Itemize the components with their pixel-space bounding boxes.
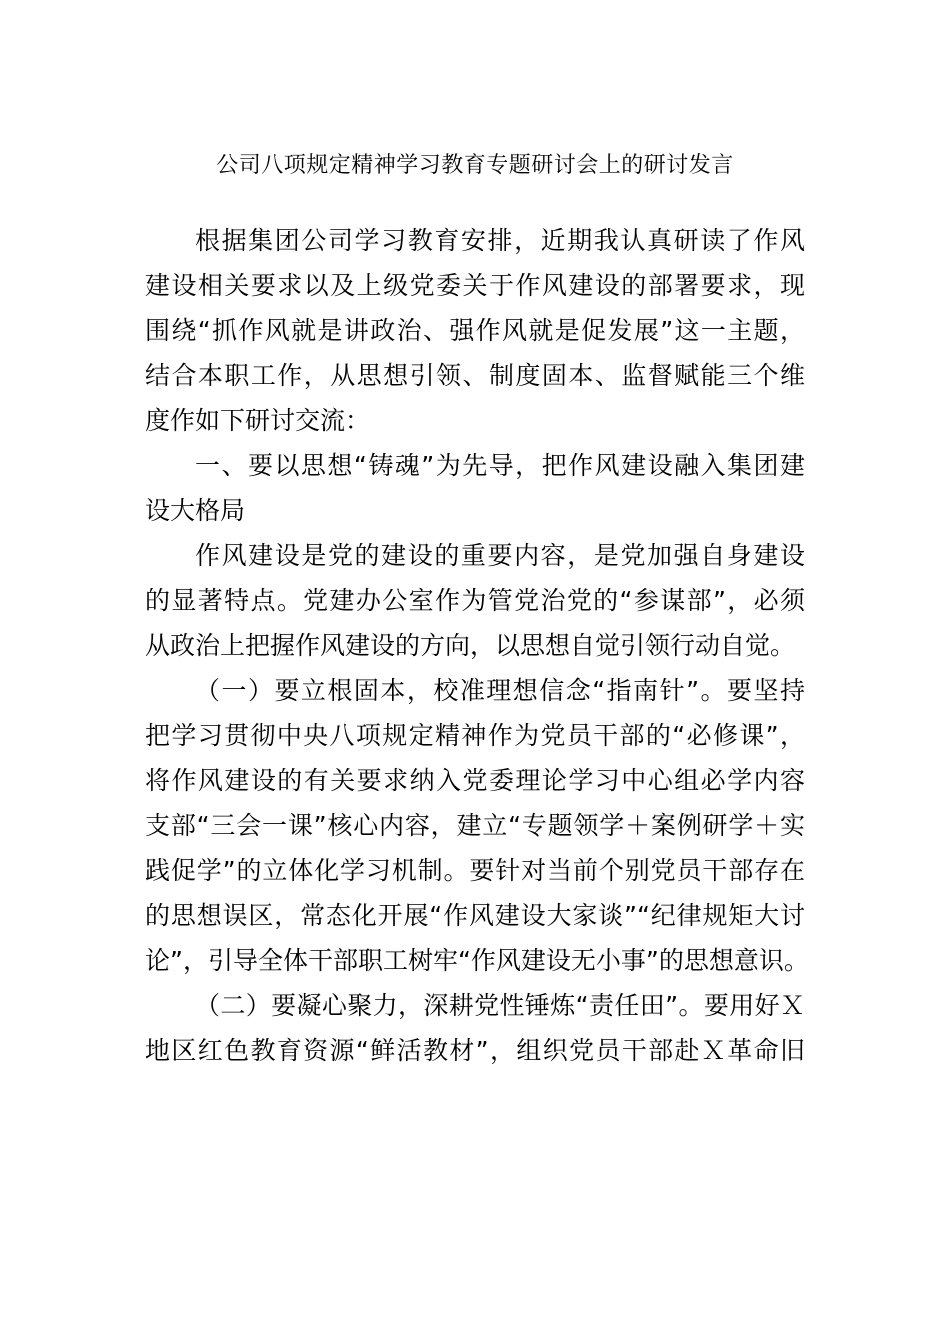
text-line: 建设相关要求以及上级党委关于作风建设的部署要求，现	[145, 271, 805, 300]
text-line: 践促学”的立体化学习机制。要针对当前个别党员干部存在	[145, 856, 805, 885]
text-line: 的思想误区，常态化开展“作风建设大家谈”“纪律规矩大讨	[145, 901, 805, 930]
document-title: 公司八项规定精神学习教育专题研讨会上的研讨发言	[216, 153, 734, 178]
text-line: 将作风建设的有关要求纳入党委理论学习中心组必学内容	[145, 766, 805, 795]
text-line: （二）要凝心聚力，深耕党性锤炼“责任田”。要用好Ｘ	[195, 991, 805, 1020]
text-line: 设大格局	[145, 496, 246, 525]
text-line: 把学习贯彻中央八项规定精神作为党员干部的“必修课”，	[145, 721, 805, 750]
document-body	[145, 218, 809, 1073]
text-line: 度作如下研讨交流：	[145, 406, 371, 435]
text-line: 地区红色教育资源“鲜活教材”，组织党员干部赴Ｘ革命旧	[145, 1036, 805, 1065]
text-line: 支部“三会一课”核心内容，建立“专题领学＋案例研学＋实	[145, 811, 805, 840]
text-line: 论”，引导全体干部职工树牢“作风建设无小事”的思想意识。	[145, 946, 809, 975]
text-line: 作风建设是党的建设的重要内容，是党加强自身建设	[195, 541, 805, 570]
text-line: 的显著特点。党建办公室作为管党治党的“参谋部”，必须	[145, 586, 805, 615]
text-line: （一）要立根固本，校准理想信念“指南针”。要坚持	[195, 676, 805, 705]
text-line: 结合本职工作，从思想引领、制度固本、监督赋能三个维	[145, 361, 805, 390]
text-line: 根据集团公司学习教育安排，近期我认真研读了作风	[195, 226, 805, 255]
text-line: 一、要以思想“铸魂”为先导，把作风建设融入集团建	[195, 451, 805, 480]
text-line: 从政治上把握作风建设的方向，以思想自觉引领行动自觉。	[145, 631, 796, 660]
text-line: 围绕“抓作风就是讲政治、强作风就是促发展”这一主题，	[145, 316, 805, 345]
